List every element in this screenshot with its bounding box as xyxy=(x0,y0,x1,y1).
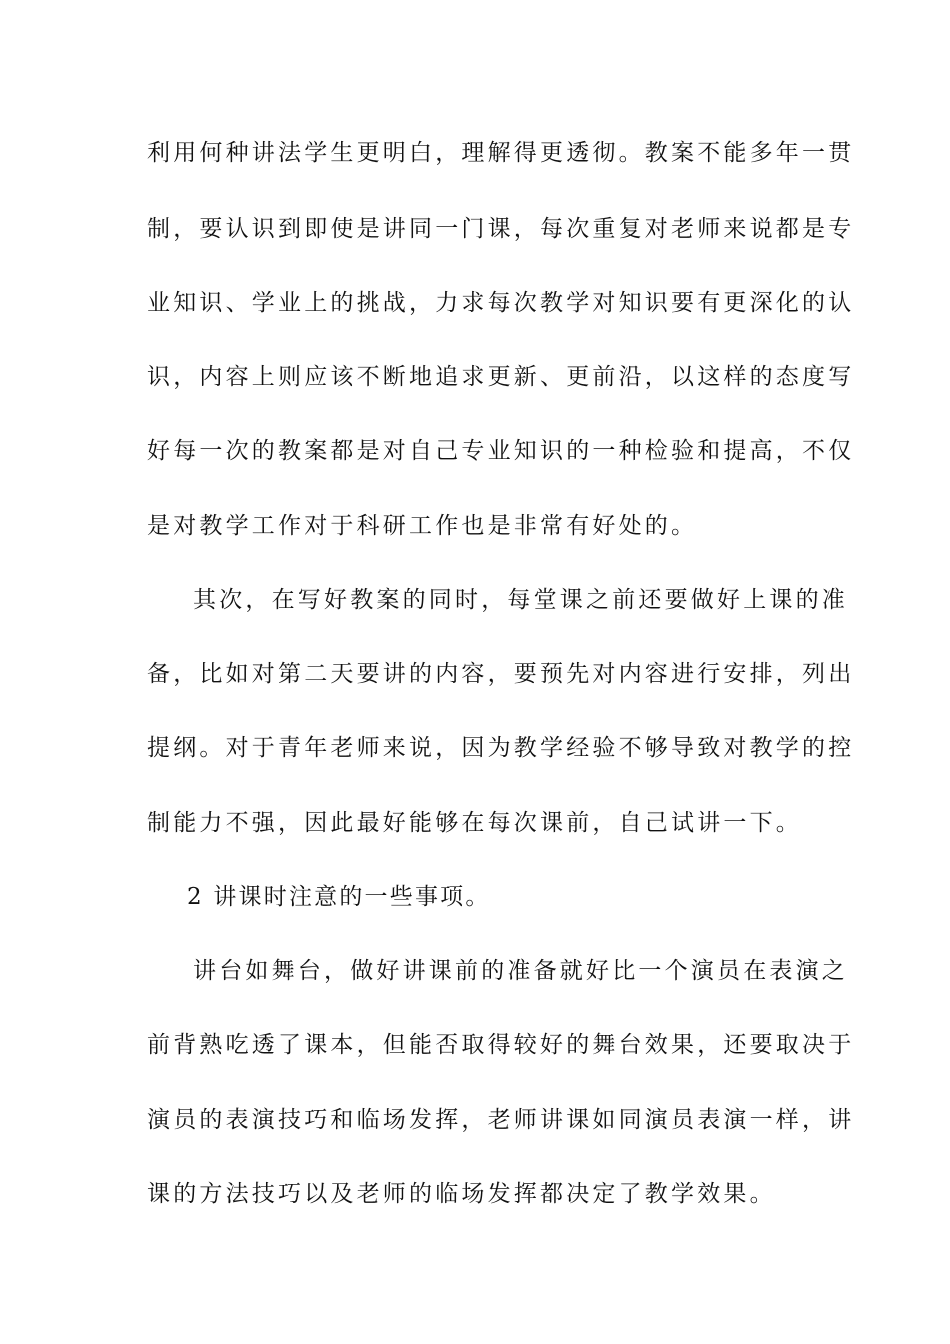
paragraph-1-line-3: 业知识、学业上的挑战，力求每次教学对知识要有更深化的认 xyxy=(147,290,855,316)
paragraph-2-line-2: 备，比如对第二天要讲的内容，要预先对内容进行安排，列出 xyxy=(147,661,855,687)
paragraph-4-line-4: 课的方法技巧以及老师的临场发挥都决定了教学效果。 xyxy=(147,1181,776,1207)
paragraph-1-line-4: 识，内容上则应该不断地追求更新、更前沿，以这样的态度写 xyxy=(147,364,855,390)
paragraph-2-line-4: 制能力不强，因此最好能够在每次课前，自己试讲一下。 xyxy=(147,810,802,836)
paragraph-1-line-5: 好每一次的教案都是对自己专业知识的一种检验和提高，不仅 xyxy=(147,438,855,464)
section-heading: 2 讲课时注意的一些事项。 xyxy=(187,884,491,910)
paragraph-2-line-1: 其次，在写好教案的同时，每堂课之前还要做好上课的准 xyxy=(193,587,848,613)
paragraph-1-line-6: 是对教学工作对于科研工作也是非常有好处的。 xyxy=(147,513,698,539)
paragraph-4-line-2: 前背熟吃透了课本，但能否取得较好的舞台效果，还要取决于 xyxy=(147,1032,855,1058)
paragraph-4-line-1: 讲台如舞台，做好讲课前的准备就好比一个演员在表演之 xyxy=(193,958,848,984)
paragraph-4-line-3: 演员的表演技巧和临场发挥，老师讲课如同演员表演一样，讲 xyxy=(147,1107,855,1133)
paragraph-1-line-1: 利用何种讲法学生更明白，理解得更透彻。教案不能多年一贯 xyxy=(147,140,855,166)
paragraph-2-line-3: 提纲。对于青年老师来说，因为教学经验不够导致对教学的控 xyxy=(147,735,855,761)
paragraph-1-line-2: 制，要认识到即使是讲同一门课，每次重复对老师来说都是专 xyxy=(147,216,855,242)
